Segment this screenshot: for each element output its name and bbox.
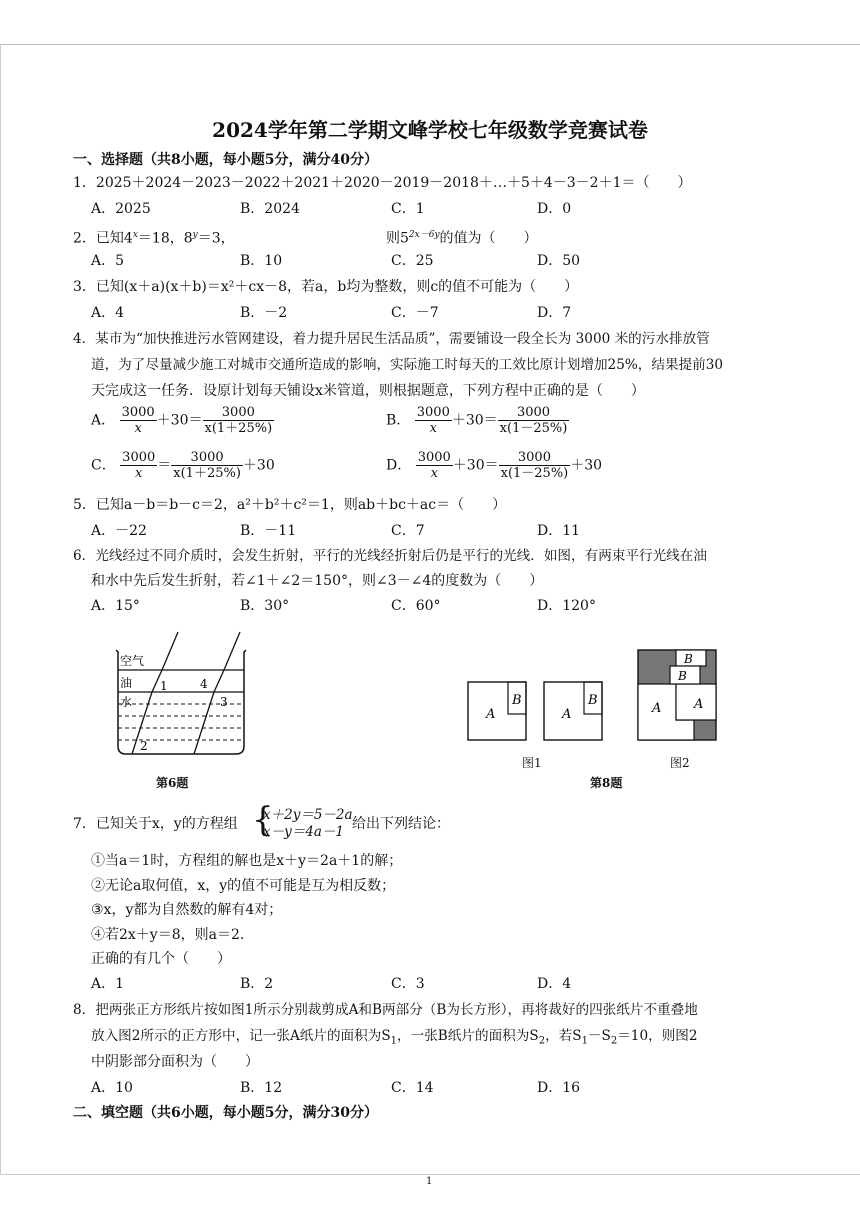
q8-sub-3: 1: [581, 1035, 588, 1047]
q7-eq-1: x＋2y＝5－2a: [263, 807, 353, 823]
q4-d-op: ＋30＝: [452, 457, 499, 474]
q8-sub-1: 1: [390, 1035, 398, 1047]
q4-a-frac-2: [203, 405, 275, 436]
q2-option-b: B．10: [240, 253, 283, 269]
num: 3000: [498, 405, 570, 421]
den: x(1－25%): [500, 466, 569, 481]
q1-option-a: A．2025: [91, 201, 151, 217]
den: x: [134, 421, 142, 436]
q2-text-b: ＝18，8: [137, 230, 193, 247]
fig1-label-a2: A: [562, 707, 572, 722]
q7-option-d: D．4: [537, 976, 572, 992]
q6-option-b: B．30°: [240, 598, 290, 614]
q5-stem: 5．已知a－b＝b－c＝2，a²＋b²＋c²＝1，则ab＋bc＋ac＝（ ）: [73, 497, 507, 513]
q4-option-c: [91, 450, 275, 481]
q8-line-3: 中阴影部分面积为（ ）: [91, 1054, 259, 1070]
q7-option-b: B．2: [240, 976, 274, 992]
num: 3000: [499, 450, 571, 466]
q2-text-d: 则5: [386, 230, 409, 247]
q8-line-1: 8．把两张正方形纸片按如图1所示分别裁剪成A和B两部分（B为长方形），再将裁好的四张纸片不重叠地: [73, 1002, 698, 1018]
angle-3: 3: [220, 695, 228, 709]
q8-l2-b: ，一张B纸片的面积为S: [397, 1028, 539, 1044]
q3-stem: 3．已知(x＋a)(x＋b)＝x²＋cx－8，若a，b均为整数，则c的值不可能为（ ）: [73, 279, 579, 295]
q7-option-c: C．3: [391, 976, 425, 992]
q4-d-tail: ＋30: [570, 457, 603, 474]
q2-option-a: A．5: [91, 253, 125, 269]
q4-c-frac-2: [171, 450, 243, 481]
top-border: [0, 44, 860, 45]
q6-option-a: A．15°: [91, 598, 140, 614]
q3-option-a: A．4: [91, 305, 125, 321]
q7-brace: {: [252, 800, 274, 840]
q8-l2-d: －S: [587, 1028, 611, 1044]
q6-line-1: 6．光线经过不同介质时，会发生折射，平行的光线经折射后仍是平行的光线．如图，有两束平行光线在油: [73, 548, 707, 564]
section-2-heading: 二、填空题（共6小题，每小题5分，满分30分）: [73, 1105, 378, 1121]
q6-option-c: C．60°: [391, 598, 441, 614]
figure-8-caption: 第8题: [590, 776, 623, 790]
q1-option-b: B．2024: [240, 201, 300, 217]
q7-stem-b: 给出下列结论：: [352, 816, 450, 832]
num: 3000: [122, 450, 156, 465]
q7-eq-2: x－y＝4a－1: [263, 824, 344, 840]
q8-option-c: C．14: [391, 1080, 434, 1096]
den: x: [430, 466, 438, 481]
q2-sup-y: y: [192, 230, 198, 240]
q4-line-1: 4．某市为“加快推进污水管网建设，着力提升居民生活品质”，需要铺设一段全长为 3000 米的污水排放管: [73, 331, 710, 347]
q1-stem: 1．2025＋2024－2023－2022＋2021＋2020－2019－2018＋…＋5＋4－3－2＋1＝（ ）: [73, 175, 692, 191]
q2-option-d: D．50: [537, 253, 581, 269]
q4-line-3: 天完成这一任务．设原计划每天铺设x米管道，则根据题意，下列方程中正确的是（ ）: [91, 383, 645, 399]
q4-a-label: A．: [91, 412, 116, 429]
figure-6-caption: 第6题: [156, 776, 189, 790]
q7-conclusion-4: ④若2x＋y＝8，则a＝2.: [91, 927, 245, 943]
fig1-square-2: [544, 682, 602, 740]
exam-title: 2024学年第二学期文峰学校七年级数学竞赛试卷: [212, 118, 648, 142]
fig1-square-1: [468, 682, 526, 740]
figure-8-fig2: [636, 648, 720, 744]
q5-option-a: A．－22: [91, 523, 147, 539]
q4-c-label: C．: [91, 457, 116, 474]
light-ray-1: [132, 632, 178, 754]
q2-stem-right: [386, 226, 538, 248]
den: x(1＋25%): [173, 466, 241, 481]
angle-1: 1: [160, 679, 168, 693]
q8-sub-4: 2: [610, 1035, 618, 1047]
left-border: [0, 44, 1, 1174]
q4-a-frac-1: [120, 405, 157, 436]
section-1-heading: 一、选择题（共8小题，每小题5分，满分40分）: [73, 152, 378, 168]
q2-sup-x: x: [132, 230, 138, 240]
q1-option-d: D．0: [537, 201, 572, 217]
figure-6-beaker: [110, 628, 260, 760]
q2-text-e: 的值为（ ）: [439, 230, 538, 247]
den: x(1－25%): [499, 421, 568, 436]
q7-option-a: A．1: [91, 976, 125, 992]
q3-option-b: B．－2: [240, 305, 288, 321]
num: 3000: [203, 405, 275, 421]
q8-sub-2: 2: [538, 1035, 546, 1047]
fig2-label-a2: A: [694, 697, 704, 712]
q7-stem-a: 7．已知关于x，y的方程组: [73, 816, 238, 832]
q4-c-op: ＝: [157, 457, 172, 474]
q6-line-2: 和水中先后发生折射，若∠1＋∠2＝150°，则∠3－∠4的度数为（ ）: [91, 573, 544, 589]
q8-option-a: A．10: [91, 1080, 133, 1096]
q5-option-c: C．7: [391, 523, 425, 539]
den: x: [429, 421, 437, 436]
fig1-label-a: A: [486, 707, 496, 722]
q2-text-c: ＝3，: [197, 230, 235, 247]
fig1-label-b: B: [512, 693, 522, 708]
num: 3000: [416, 405, 450, 420]
q4-a-op: ＋30＝: [156, 412, 203, 429]
figure-8-fig1-label: 图1: [522, 756, 542, 770]
label-oil: 油: [120, 676, 133, 690]
light-ray-2: [194, 632, 240, 754]
bottom-border: [0, 1174, 860, 1175]
q8-option-b: B．12: [240, 1080, 283, 1096]
q5-option-b: B．－11: [240, 523, 297, 539]
q5-option-d: D．11: [537, 523, 581, 539]
q4-option-a: [91, 405, 274, 436]
q7-ask: 正确的有几个（ ）: [91, 951, 231, 967]
q4-option-d: [386, 450, 602, 481]
q7-conclusion-1: ①当a＝1时，方程组的解也是x＋y＝2a＋1的解；: [91, 853, 403, 869]
q8-l2-e: ＝10，则图2: [617, 1028, 698, 1044]
q4-c-frac-1: [120, 450, 157, 481]
angle-4: 4: [200, 677, 208, 691]
q4-b-frac-2: [498, 405, 570, 436]
q3-option-c: C．－7: [391, 305, 439, 321]
q8-l2-a: 放入图2所示的正方形中，记一张A纸片的面积为S: [91, 1028, 391, 1044]
page-number: 1: [426, 1176, 433, 1187]
q6-option-d: D．120°: [537, 598, 596, 614]
q4-d-frac-2: [499, 450, 571, 481]
q4-c-tail: ＋30: [242, 457, 275, 474]
num: 3000: [417, 450, 451, 465]
q7-conclusion-2: ②无论a取何值，x，y的值不可能是互为相反数；: [91, 878, 396, 894]
q4-d-frac-1: [416, 450, 453, 481]
q4-b-frac-1: [415, 405, 452, 436]
q4-option-b: [386, 405, 569, 436]
fig2-label-a1: A: [652, 701, 662, 716]
q4-b-label: B．: [386, 412, 411, 429]
q4-d-label: D．: [386, 457, 412, 474]
den: x(1＋25%): [204, 421, 273, 436]
q4-line-2: 道，为了尽量减少施工对城市交通所造成的影响，实际施工时每天的工效比原计划增加25%，结果提前30: [91, 357, 724, 373]
num: 3000: [171, 450, 243, 466]
label-water: 水: [120, 695, 133, 709]
q2-text-a: 2．已知4: [73, 230, 133, 247]
q4-b-op: ＋30＝: [451, 412, 498, 429]
angle-2: 2: [140, 739, 148, 753]
fig2-label-b1: B: [684, 652, 693, 666]
num: 3000: [121, 405, 155, 420]
q8-line-2: [91, 1027, 698, 1051]
den: x: [135, 466, 143, 481]
figure-8-fig2-label: 图2: [670, 756, 690, 770]
q7-conclusion-3: ③x，y都为自然数的解有4对；: [91, 902, 283, 918]
fig2-label-b2: B: [678, 669, 687, 683]
q8-option-d: D．16: [537, 1080, 581, 1096]
q8-l2-c: ，若S: [545, 1028, 582, 1044]
q2-option-c: C．25: [391, 253, 434, 269]
q1-option-c: C．1: [391, 201, 425, 217]
label-air: 空气: [120, 654, 145, 668]
q3-option-d: D．7: [537, 305, 572, 321]
q2-sup-exp: 2x－6y: [408, 230, 440, 240]
fig1-label-b2: B: [588, 693, 598, 708]
q2-stem-left: [73, 226, 235, 248]
